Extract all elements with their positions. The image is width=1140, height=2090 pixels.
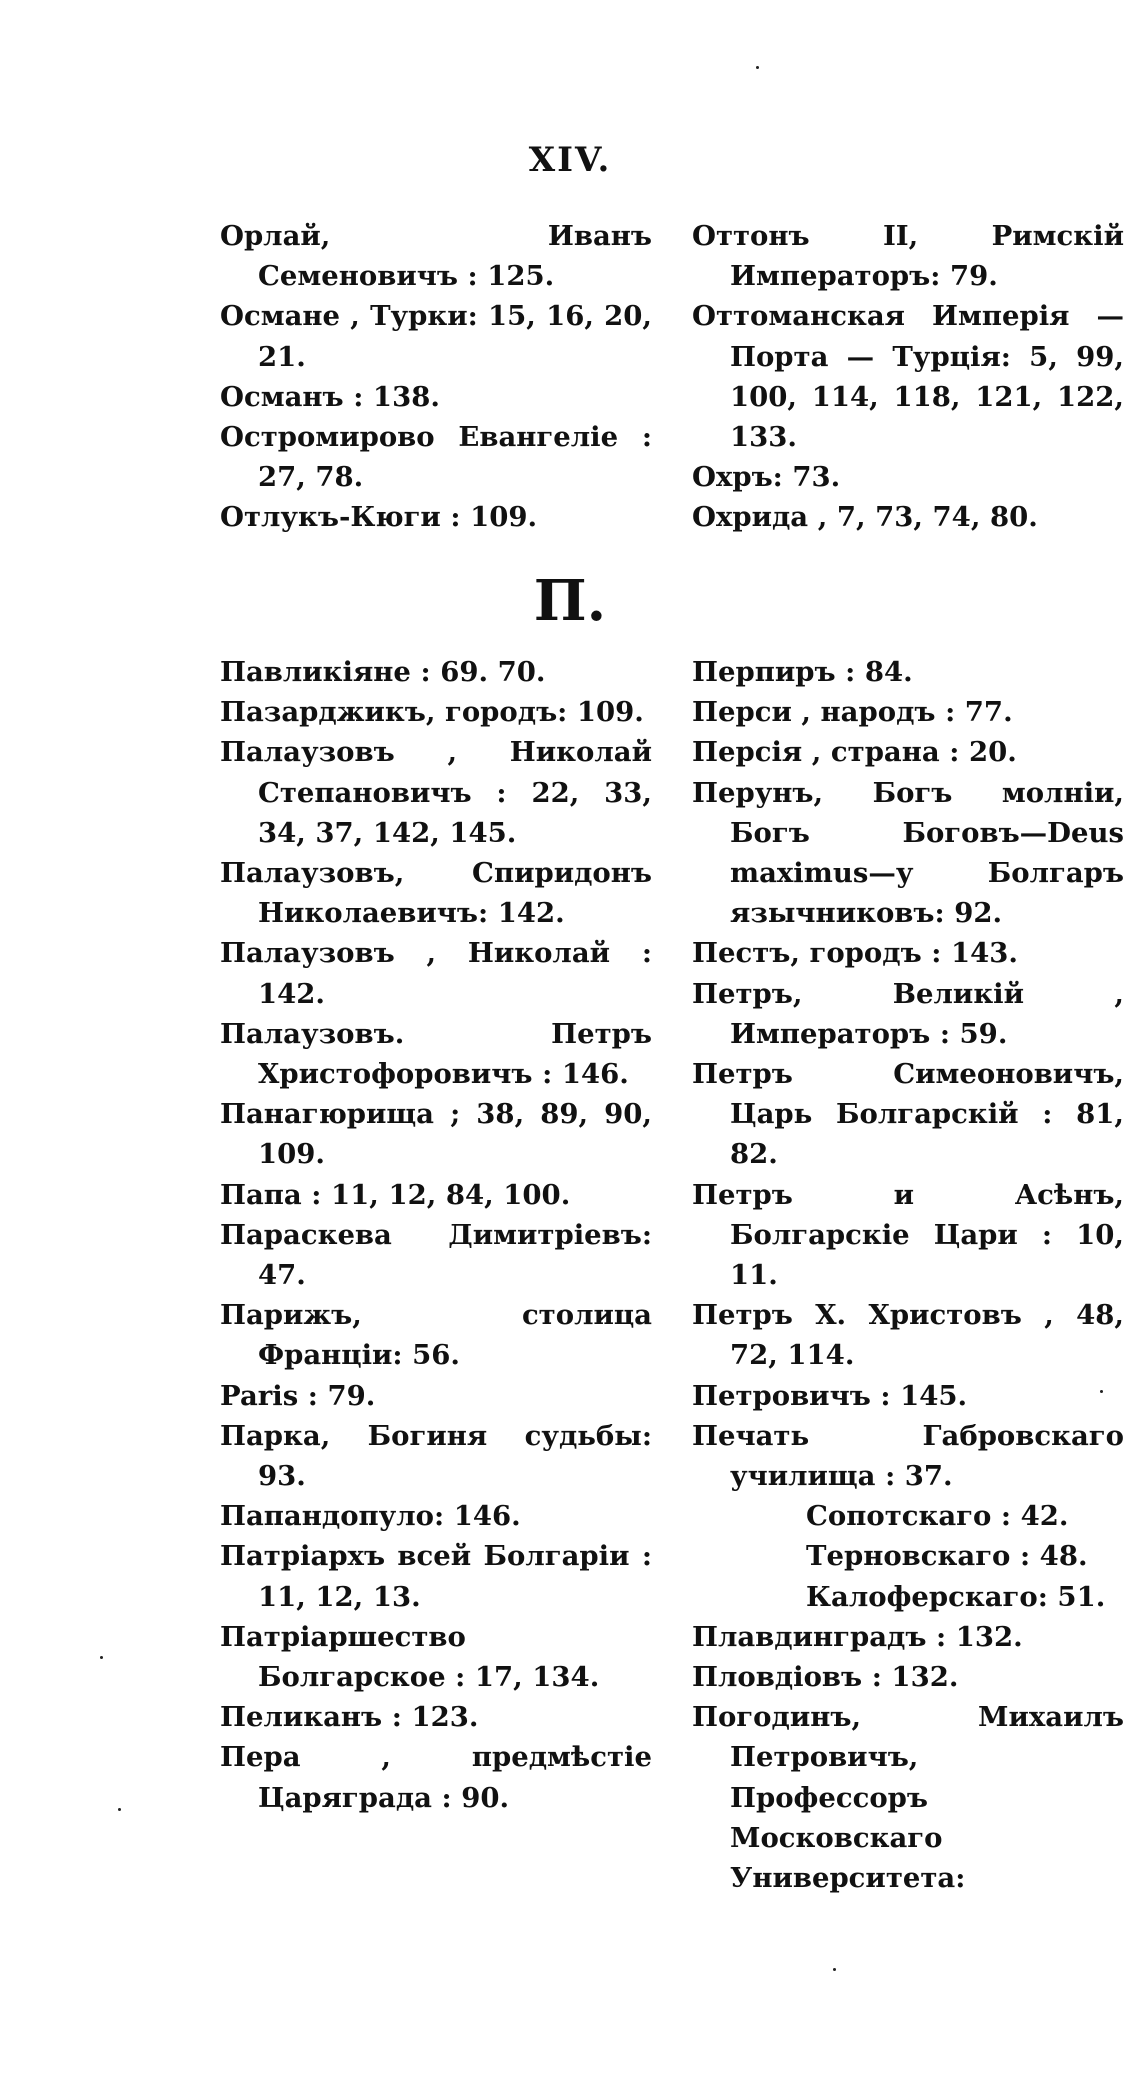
index-entry: Орлай, Иванъ Семеновичъ : 125.: [220, 220, 652, 293]
paper-speck: [833, 1968, 836, 1971]
index-entry: Охрида , 7, 73, 74, 80.: [692, 501, 1038, 534]
index-column-o-left: [220, 216, 652, 538]
index-entry: Пера , предмѣстіе Царяграда : 90.: [220, 1741, 652, 1814]
index-entry: Paris : 79.: [220, 1379, 376, 1412]
index-entry: Папандопуло: 146.: [220, 1500, 521, 1533]
index-entry: Патріаршество Болгарское : 17, 134.: [220, 1620, 600, 1694]
index-entry: Палаузовъ , Николай : 142.: [220, 937, 652, 1010]
index-column-p-right: [692, 652, 1124, 1898]
index-entry: Петръ Симеоновичъ, Царь Болгарскій : 81, 82.: [692, 1058, 1124, 1171]
index-entry: Параскева Димитріевъ: 47.: [220, 1218, 652, 1292]
index-entry: Папа : 11, 12, 84, 100.: [220, 1178, 571, 1211]
index-entry: Пазарджикъ, городъ: 109.: [220, 696, 644, 729]
index-entry: Парка, Богиня судьбы: 93.: [220, 1419, 652, 1493]
index-entry: Палаузовъ , Николай Степановичъ : 22, 33, 34, 37, 142, 145.: [220, 736, 652, 849]
index-entry: Перси , народъ : 77.: [692, 696, 1013, 729]
index-entry: Пловдіовъ : 132.: [692, 1661, 959, 1694]
index-entry: Персія , страна : 20.: [692, 736, 1017, 769]
index-entry: Османе , Турки: 15, 16, 20, 21.: [220, 300, 652, 373]
paper-speck: [756, 66, 759, 69]
paper-speck: [1100, 1390, 1103, 1393]
index-entry: Османъ : 138.: [220, 380, 440, 413]
paper-speck: [118, 1808, 121, 1811]
index-entry: Плавдинградъ : 132.: [692, 1620, 1023, 1653]
page-number: XIV.: [528, 140, 612, 180]
index-entry: Оттонъ II, Римскій Императоръ: 79.: [692, 220, 1124, 293]
index-column-o-right: [692, 216, 1124, 538]
index-entry: Палаузовъ. Петръ Христофоровичъ : 146.: [220, 1017, 652, 1091]
index-entry: Остромирово Евангеліе : 27, 78.: [220, 421, 652, 494]
index-entry: Оттоманская Имперія — Порта — Турція: 5, 99, 100, 114, 118, 121, 122, 133.: [692, 300, 1124, 454]
index-subentry: Сопотскаго : 42.: [806, 1500, 1069, 1533]
index-entry: Отлукъ-Кюги : 109.: [220, 501, 538, 534]
index-entry: Петръ и Асѣнъ, Болгарскіе Цари : 10, 11.: [692, 1178, 1124, 1292]
index-entry: Петръ, Великій , Императоръ : 59.: [692, 977, 1124, 1050]
index-entry: Охръ: 73.: [692, 461, 841, 494]
index-entry: Погодинъ, Михаилъ Петровичъ, Профессоръ Московскаго Университета:: [692, 1701, 1124, 1895]
section-letter: П.: [533, 568, 607, 634]
index-entry: Петръ Х. Христовъ , 48, 72, 114.: [692, 1299, 1124, 1372]
index-entry: Печать Габровскаго училища : 37.: [692, 1419, 1124, 1493]
index-entry: Петровичъ : 145.: [692, 1379, 968, 1412]
index-entry: Парижъ, столица Франціи: 56.: [220, 1299, 652, 1372]
paper-speck: [100, 1656, 103, 1659]
index-entry: Пестъ, городъ : 143.: [692, 937, 1018, 970]
index-column-p-left: [220, 652, 652, 1818]
index-entry: Патріархъ всей Болгаріи : 11, 12, 13.: [220, 1540, 652, 1613]
index-subentry: Калоферскаго: 51.: [806, 1580, 1106, 1613]
index-entry: Павликіяне : 69. 70.: [220, 656, 546, 688]
index-entry: Панагюрища ; 38, 89, 90, 109.: [220, 1098, 652, 1171]
index-entry: Перпиръ : 84.: [692, 656, 913, 688]
index-entry: Пеликанъ : 123.: [220, 1701, 479, 1734]
index-entry: Палаузовъ, Спиридонъ Николаевичъ: 142.: [220, 857, 652, 930]
index-entry: Перунъ, Богъ молніи, Богъ Боговъ—Deus maximus—у Болгаръ язычниковъ: 92.: [692, 776, 1124, 930]
index-subentry: Терновскаго : 48.: [806, 1540, 1088, 1573]
